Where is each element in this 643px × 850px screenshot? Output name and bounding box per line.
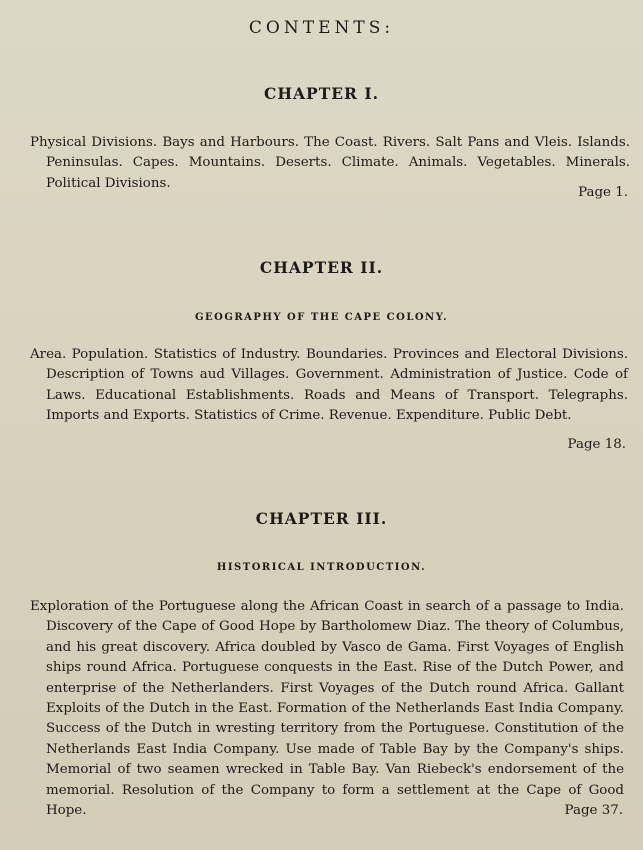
chapter-2-subtitle: GEOGRAPHY OF THE CAPE COLONY. (194, 312, 449, 323)
chapter-3-heading: CHAPTER III. (255, 509, 388, 528)
chapter-1-heading: CHAPTER I. (264, 84, 379, 103)
chapter-3-page-ref: Page 37. (564, 803, 623, 818)
chapter-2-summary: Area. Population. Statistics of Industry. Boundaries. Provinces and Electoral Divisions. Description of Towns aud Villages. Government. Administration of Justice. Code of Laws. Educational Establishments. Roads and Means of Transport. Telegraphs. Imports and Exports. Statistics of Crime. Revenue. Expenditure. Public Debt. (30, 347, 628, 424)
chapter-2-page-ref: Page 18. (567, 437, 626, 452)
chapter-3-subtitle: HISTORICAL INTRODUCTION. (216, 562, 427, 573)
page-title: CONTENTS: (248, 18, 395, 38)
chapter-1-summary: Physical Divisions. Bays and Harbours. The Coast. Rivers. Salt Pans and Vleis. Islands. Peninsulas. Capes. Mountains. Deserts. Climate. Animals. Vegetables. Minerals. Political Divisions. (30, 135, 630, 191)
chapter-3-summary: Exploration of the Portuguese along the African Coast in search of a passage to India. Discovery of the Cape of Good Hope by Bartholomew Diaz. The theory of Columbus, and his great discovery. Africa doubled by Vasco de Gama. First Voyages of English ships round Africa. Portuguese conquests in the East. Rise of the Dutch Power, and enterprise of the Netherlanders. First Voyages of the Dutch round Africa. Gallant Exploits of the Dutch in the East. Formation of the Netherlands East India Company. Success of the Dutch in wresting territory from the Portuguese. Constitution of the Netherlands East India Company. Use made of Table Bay by the Company's ships. Memorial of two seamen wrecked in Table Bay. Van Riebeck's endorsement of the memorial. Resolution of the Company to form a settlement at the Cape of Good Hope. (30, 599, 624, 819)
chapter-1-page-ref: Page 1. (578, 185, 628, 200)
chapter-2-heading: CHAPTER II. (259, 258, 384, 277)
